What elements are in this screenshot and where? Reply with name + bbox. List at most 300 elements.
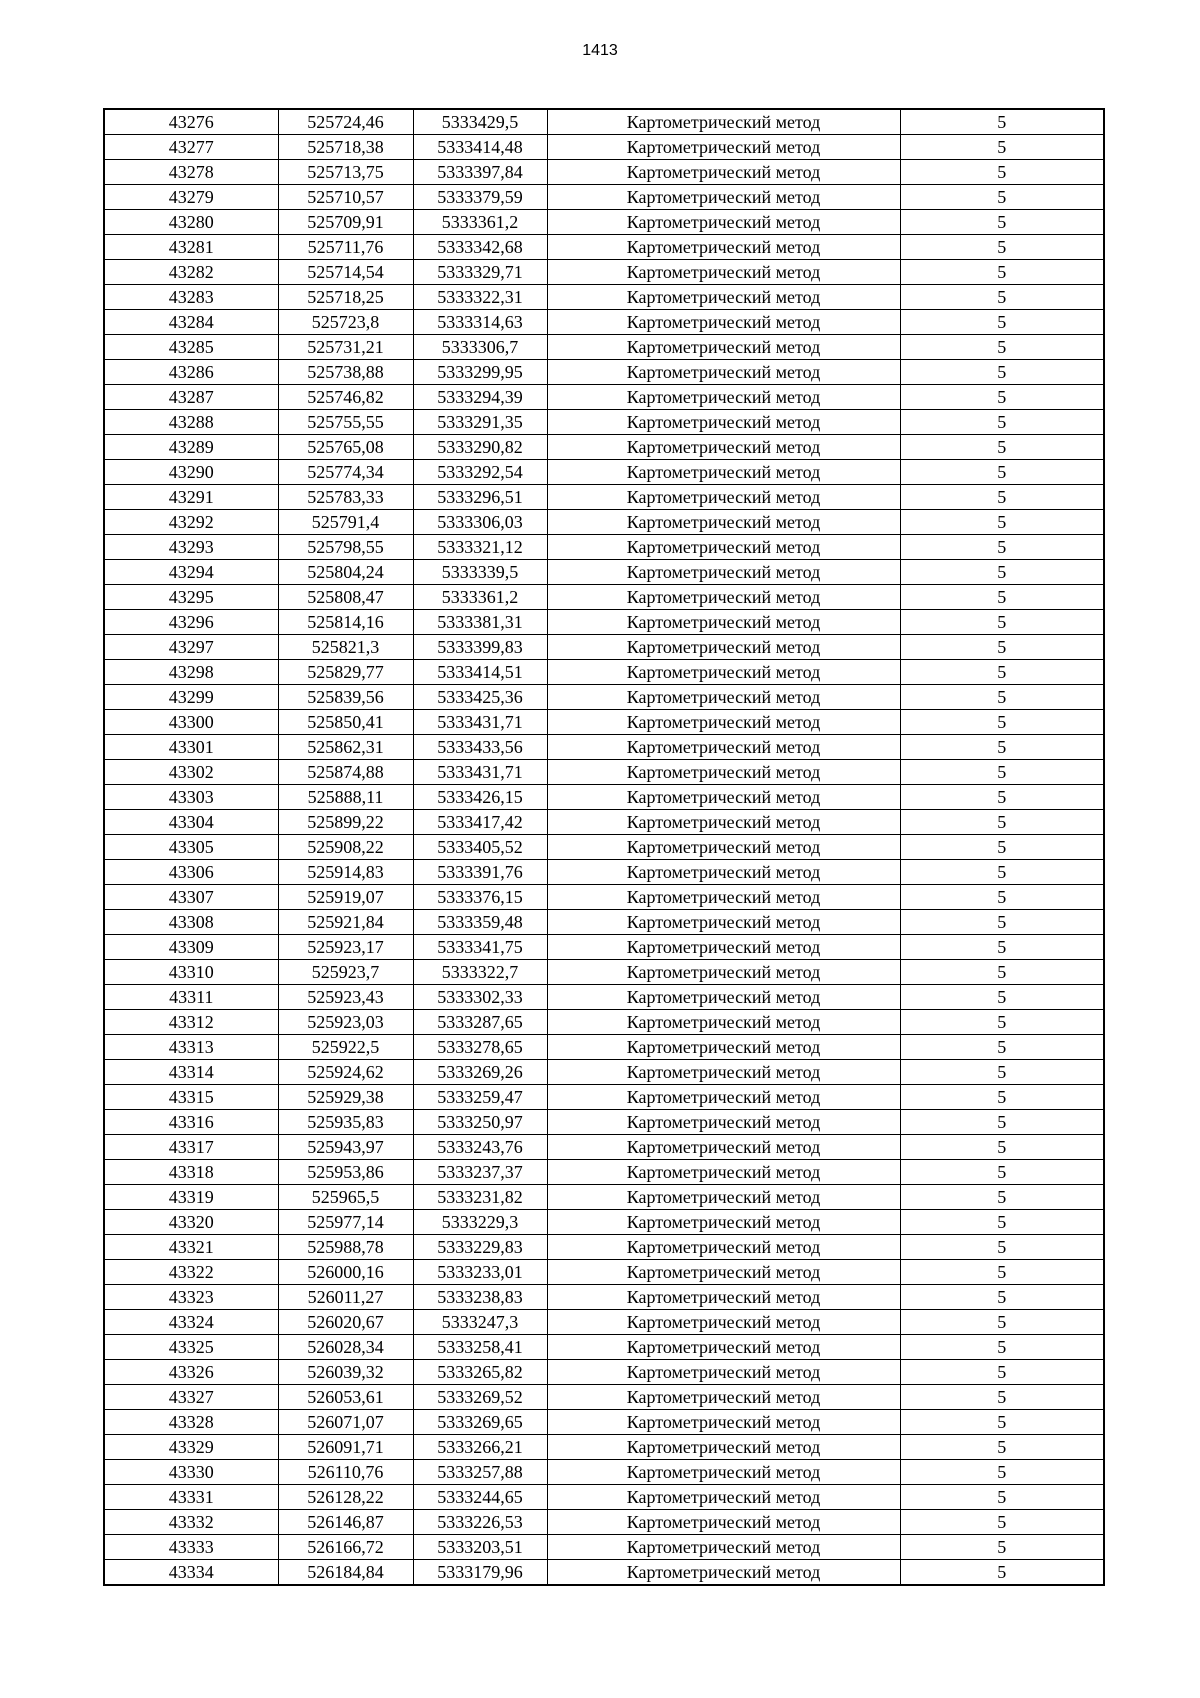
table-row — [104, 235, 1104, 260]
x-coordinate-cell: 526166,72 — [278, 1535, 413, 1560]
x-coordinate-cell: 526053,61 — [278, 1385, 413, 1410]
method-cell: Картометрический метод — [547, 710, 900, 735]
table-row — [104, 535, 1104, 560]
accuracy-cell: 5 — [900, 1385, 1104, 1410]
point-number-cell: 43321 — [104, 1235, 278, 1260]
accuracy-cell: 5 — [900, 1460, 1104, 1485]
x-coordinate-cell: 525765,08 — [278, 435, 413, 460]
point-number-cell: 43312 — [104, 1010, 278, 1035]
table-row — [104, 510, 1104, 535]
y-coordinate-cell: 5333306,03 — [413, 510, 547, 535]
point-number-cell: 43307 — [104, 885, 278, 910]
table-row — [104, 560, 1104, 585]
x-coordinate-cell: 525731,21 — [278, 335, 413, 360]
accuracy-cell: 5 — [900, 1310, 1104, 1335]
point-number-cell: 43292 — [104, 510, 278, 535]
table-body — [104, 109, 1104, 1585]
accuracy-cell: 5 — [900, 410, 1104, 435]
accuracy-cell: 5 — [900, 560, 1104, 585]
y-coordinate-cell: 5333226,53 — [413, 1510, 547, 1535]
method-cell: Картометрический метод — [547, 1210, 900, 1235]
method-cell: Картометрический метод — [547, 1485, 900, 1510]
y-coordinate-cell: 5333391,76 — [413, 860, 547, 885]
y-coordinate-cell: 5333265,82 — [413, 1360, 547, 1385]
point-number-cell: 43333 — [104, 1535, 278, 1560]
point-number-cell: 43277 — [104, 135, 278, 160]
y-coordinate-cell: 5333231,82 — [413, 1185, 547, 1210]
accuracy-cell: 5 — [900, 285, 1104, 310]
method-cell: Картометрический метод — [547, 485, 900, 510]
method-cell: Картометрический метод — [547, 1010, 900, 1035]
accuracy-cell: 5 — [900, 1035, 1104, 1060]
y-coordinate-cell: 5333294,39 — [413, 385, 547, 410]
point-number-cell: 43320 — [104, 1210, 278, 1235]
point-number-cell: 43308 — [104, 910, 278, 935]
point-number-cell: 43304 — [104, 810, 278, 835]
table-row — [104, 410, 1104, 435]
table-row — [104, 835, 1104, 860]
table-row — [104, 1535, 1104, 1560]
method-cell: Картометрический метод — [547, 610, 900, 635]
x-coordinate-cell: 525888,11 — [278, 785, 413, 810]
y-coordinate-cell: 5333426,15 — [413, 785, 547, 810]
accuracy-cell: 5 — [900, 1335, 1104, 1360]
point-number-cell: 43297 — [104, 635, 278, 660]
method-cell: Картометрический метод — [547, 835, 900, 860]
y-coordinate-cell: 5333291,35 — [413, 410, 547, 435]
y-coordinate-cell: 5333341,75 — [413, 935, 547, 960]
point-number-cell: 43317 — [104, 1135, 278, 1160]
y-coordinate-cell: 5333257,88 — [413, 1460, 547, 1485]
method-cell: Картометрический метод — [547, 1035, 900, 1060]
table-row — [104, 1460, 1104, 1485]
accuracy-cell: 5 — [900, 635, 1104, 660]
table-row — [104, 210, 1104, 235]
x-coordinate-cell: 526110,76 — [278, 1460, 413, 1485]
accuracy-cell: 5 — [900, 385, 1104, 410]
table-row — [104, 885, 1104, 910]
y-coordinate-cell: 5333321,12 — [413, 535, 547, 560]
method-cell: Картометрический метод — [547, 109, 900, 135]
accuracy-cell: 5 — [900, 810, 1104, 835]
accuracy-cell: 5 — [900, 910, 1104, 935]
method-cell: Картометрический метод — [547, 1260, 900, 1285]
y-coordinate-cell: 5333414,51 — [413, 660, 547, 685]
x-coordinate-cell: 525710,57 — [278, 185, 413, 210]
table-row — [104, 109, 1104, 135]
accuracy-cell: 5 — [900, 1260, 1104, 1285]
method-cell: Картометрический метод — [547, 1310, 900, 1335]
method-cell: Картометрический метод — [547, 1385, 900, 1410]
x-coordinate-cell: 525921,84 — [278, 910, 413, 935]
accuracy-cell: 5 — [900, 1235, 1104, 1260]
accuracy-cell: 5 — [900, 1010, 1104, 1035]
method-cell: Картометрический метод — [547, 1160, 900, 1185]
y-coordinate-cell: 5333376,15 — [413, 885, 547, 910]
table-row — [104, 1560, 1104, 1586]
method-cell: Картометрический метод — [547, 1360, 900, 1385]
x-coordinate-cell: 526146,87 — [278, 1510, 413, 1535]
accuracy-cell: 5 — [900, 260, 1104, 285]
accuracy-cell: 5 — [900, 1135, 1104, 1160]
accuracy-cell: 5 — [900, 860, 1104, 885]
accuracy-cell: 5 — [900, 535, 1104, 560]
table-row — [104, 860, 1104, 885]
accuracy-cell: 5 — [900, 1185, 1104, 1210]
x-coordinate-cell: 525723,8 — [278, 310, 413, 335]
table-row — [104, 960, 1104, 985]
page-number: 1413 — [582, 42, 618, 59]
point-number-cell: 43311 — [104, 985, 278, 1010]
x-coordinate-cell: 525718,25 — [278, 285, 413, 310]
table-row — [104, 1060, 1104, 1085]
point-number-cell: 43281 — [104, 235, 278, 260]
x-coordinate-cell: 525746,82 — [278, 385, 413, 410]
point-number-cell: 43290 — [104, 460, 278, 485]
method-cell: Картометрический метод — [547, 735, 900, 760]
y-coordinate-cell: 5333361,2 — [413, 210, 547, 235]
table-row — [104, 935, 1104, 960]
x-coordinate-cell: 525919,07 — [278, 885, 413, 910]
y-coordinate-cell: 5333329,71 — [413, 260, 547, 285]
table-row — [104, 585, 1104, 610]
accuracy-cell: 5 — [900, 710, 1104, 735]
method-cell: Картометрический метод — [547, 860, 900, 885]
table-row — [104, 1085, 1104, 1110]
point-number-cell: 43286 — [104, 360, 278, 385]
table-row — [104, 1110, 1104, 1135]
table-row — [104, 360, 1104, 385]
method-cell: Картометрический метод — [547, 785, 900, 810]
point-number-cell: 43280 — [104, 210, 278, 235]
table-row — [104, 1010, 1104, 1035]
point-number-cell: 43326 — [104, 1360, 278, 1385]
table-row — [104, 635, 1104, 660]
y-coordinate-cell: 5333290,82 — [413, 435, 547, 460]
y-coordinate-cell: 5333247,3 — [413, 1310, 547, 1335]
accuracy-cell: 5 — [900, 485, 1104, 510]
table-row — [104, 185, 1104, 210]
x-coordinate-cell: 525709,91 — [278, 210, 413, 235]
y-coordinate-cell: 5333431,71 — [413, 760, 547, 785]
y-coordinate-cell: 5333238,83 — [413, 1285, 547, 1310]
point-number-cell: 43295 — [104, 585, 278, 610]
accuracy-cell: 5 — [900, 160, 1104, 185]
table-row — [104, 760, 1104, 785]
accuracy-cell: 5 — [900, 1210, 1104, 1235]
method-cell: Картометрический метод — [547, 660, 900, 685]
method-cell: Картометрический метод — [547, 885, 900, 910]
x-coordinate-cell: 525943,97 — [278, 1135, 413, 1160]
method-cell: Картометрический метод — [547, 360, 900, 385]
x-coordinate-cell: 526020,67 — [278, 1310, 413, 1335]
accuracy-cell: 5 — [900, 135, 1104, 160]
y-coordinate-cell: 5333278,65 — [413, 1035, 547, 1060]
x-coordinate-cell: 525953,86 — [278, 1160, 413, 1185]
y-coordinate-cell: 5333269,52 — [413, 1385, 547, 1410]
x-coordinate-cell: 526071,07 — [278, 1410, 413, 1435]
y-coordinate-cell: 5333405,52 — [413, 835, 547, 860]
point-number-cell: 43314 — [104, 1060, 278, 1085]
table-row — [104, 1310, 1104, 1335]
method-cell: Картометрический метод — [547, 160, 900, 185]
table-row — [104, 1285, 1104, 1310]
y-coordinate-cell: 5333258,41 — [413, 1335, 547, 1360]
point-number-cell: 43300 — [104, 710, 278, 735]
x-coordinate-cell: 526011,27 — [278, 1285, 413, 1310]
accuracy-cell: 5 — [900, 735, 1104, 760]
table-row — [104, 1485, 1104, 1510]
accuracy-cell: 5 — [900, 1060, 1104, 1085]
accuracy-cell: 5 — [900, 360, 1104, 385]
point-number-cell: 43278 — [104, 160, 278, 185]
point-number-cell: 43296 — [104, 610, 278, 635]
method-cell: Картометрический метод — [547, 1335, 900, 1360]
method-cell: Картометрический метод — [547, 1410, 900, 1435]
point-number-cell: 43287 — [104, 385, 278, 410]
point-number-cell: 43285 — [104, 335, 278, 360]
table-row — [104, 810, 1104, 835]
table-row — [104, 1510, 1104, 1535]
accuracy-cell: 5 — [900, 1160, 1104, 1185]
point-number-cell: 43301 — [104, 735, 278, 760]
method-cell: Картометрический метод — [547, 1135, 900, 1160]
accuracy-cell: 5 — [900, 109, 1104, 135]
x-coordinate-cell: 525922,5 — [278, 1035, 413, 1060]
table-row — [104, 1210, 1104, 1235]
x-coordinate-cell: 525711,76 — [278, 235, 413, 260]
point-number-cell: 43316 — [104, 1110, 278, 1135]
method-cell: Картометрический метод — [547, 535, 900, 560]
method-cell: Картометрический метод — [547, 335, 900, 360]
x-coordinate-cell: 525829,77 — [278, 660, 413, 685]
x-coordinate-cell: 526091,71 — [278, 1435, 413, 1460]
point-number-cell: 43329 — [104, 1435, 278, 1460]
y-coordinate-cell: 5333342,68 — [413, 235, 547, 260]
method-cell: Картометрический метод — [547, 810, 900, 835]
x-coordinate-cell: 525988,78 — [278, 1235, 413, 1260]
x-coordinate-cell: 525798,55 — [278, 535, 413, 560]
x-coordinate-cell: 525862,31 — [278, 735, 413, 760]
y-coordinate-cell: 5333269,65 — [413, 1410, 547, 1435]
point-number-cell: 43306 — [104, 860, 278, 885]
method-cell: Картометрический метод — [547, 1185, 900, 1210]
y-coordinate-cell: 5333379,59 — [413, 185, 547, 210]
point-number-cell: 43282 — [104, 260, 278, 285]
accuracy-cell: 5 — [900, 610, 1104, 635]
accuracy-cell: 5 — [900, 1085, 1104, 1110]
table-row — [104, 135, 1104, 160]
method-cell: Картометрический метод — [547, 1535, 900, 1560]
y-coordinate-cell: 5333429,5 — [413, 109, 547, 135]
point-number-cell: 43319 — [104, 1185, 278, 1210]
table-row — [104, 685, 1104, 710]
x-coordinate-cell: 525965,5 — [278, 1185, 413, 1210]
method-cell: Картометрический метод — [547, 1560, 900, 1586]
x-coordinate-cell: 525923,17 — [278, 935, 413, 960]
y-coordinate-cell: 5333359,48 — [413, 910, 547, 935]
accuracy-cell: 5 — [900, 885, 1104, 910]
method-cell: Картометрический метод — [547, 435, 900, 460]
y-coordinate-cell: 5333361,2 — [413, 585, 547, 610]
x-coordinate-cell: 525839,56 — [278, 685, 413, 710]
method-cell: Картометрический метод — [547, 310, 900, 335]
table-row — [104, 610, 1104, 635]
accuracy-cell: 5 — [900, 660, 1104, 685]
x-coordinate-cell: 525935,83 — [278, 1110, 413, 1135]
table-row — [104, 1385, 1104, 1410]
point-number-cell: 43302 — [104, 760, 278, 785]
x-coordinate-cell: 525924,62 — [278, 1060, 413, 1085]
y-coordinate-cell: 5333243,76 — [413, 1135, 547, 1160]
accuracy-cell: 5 — [900, 960, 1104, 985]
method-cell: Картометрический метод — [547, 560, 900, 585]
accuracy-cell: 5 — [900, 185, 1104, 210]
y-coordinate-cell: 5333381,31 — [413, 610, 547, 635]
table-row — [104, 260, 1104, 285]
x-coordinate-cell: 526000,16 — [278, 1260, 413, 1285]
accuracy-cell: 5 — [900, 1410, 1104, 1435]
point-number-cell: 43279 — [104, 185, 278, 210]
accuracy-cell: 5 — [900, 210, 1104, 235]
point-number-cell: 43303 — [104, 785, 278, 810]
accuracy-cell: 5 — [900, 1485, 1104, 1510]
table-row — [104, 1410, 1104, 1435]
point-number-cell: 43315 — [104, 1085, 278, 1110]
y-coordinate-cell: 5333287,65 — [413, 1010, 547, 1035]
y-coordinate-cell: 5333399,83 — [413, 635, 547, 660]
y-coordinate-cell: 5333237,37 — [413, 1160, 547, 1185]
table-row — [104, 1260, 1104, 1285]
x-coordinate-cell: 525804,24 — [278, 560, 413, 585]
accuracy-cell: 5 — [900, 935, 1104, 960]
x-coordinate-cell: 525791,4 — [278, 510, 413, 535]
point-number-cell: 43299 — [104, 685, 278, 710]
accuracy-cell: 5 — [900, 510, 1104, 535]
y-coordinate-cell: 5333229,83 — [413, 1235, 547, 1260]
coordinates-table — [103, 108, 1105, 1586]
x-coordinate-cell: 525899,22 — [278, 810, 413, 835]
table-row — [104, 1360, 1104, 1385]
x-coordinate-cell: 525923,03 — [278, 1010, 413, 1035]
point-number-cell: 43328 — [104, 1410, 278, 1435]
x-coordinate-cell: 525923,43 — [278, 985, 413, 1010]
table-row — [104, 710, 1104, 735]
y-coordinate-cell: 5333431,71 — [413, 710, 547, 735]
method-cell: Картометрический метод — [547, 1460, 900, 1485]
x-coordinate-cell: 525814,16 — [278, 610, 413, 635]
x-coordinate-cell: 525738,88 — [278, 360, 413, 385]
accuracy-cell: 5 — [900, 310, 1104, 335]
accuracy-cell: 5 — [900, 1510, 1104, 1535]
x-coordinate-cell: 526128,22 — [278, 1485, 413, 1510]
y-coordinate-cell: 5333322,31 — [413, 285, 547, 310]
method-cell: Картометрический метод — [547, 960, 900, 985]
table-row — [104, 1135, 1104, 1160]
x-coordinate-cell: 525821,3 — [278, 635, 413, 660]
method-cell: Картометрический метод — [547, 910, 900, 935]
accuracy-cell: 5 — [900, 1360, 1104, 1385]
point-number-cell: 43323 — [104, 1285, 278, 1310]
x-coordinate-cell: 525929,38 — [278, 1085, 413, 1110]
point-number-cell: 43310 — [104, 960, 278, 985]
x-coordinate-cell: 525923,7 — [278, 960, 413, 985]
method-cell: Картометрический метод — [547, 385, 900, 410]
table-row — [104, 785, 1104, 810]
method-cell: Картометрический метод — [547, 410, 900, 435]
method-cell: Картометрический метод — [547, 235, 900, 260]
y-coordinate-cell: 5333269,26 — [413, 1060, 547, 1085]
point-number-cell: 43298 — [104, 660, 278, 685]
x-coordinate-cell: 525713,75 — [278, 160, 413, 185]
accuracy-cell: 5 — [900, 1110, 1104, 1135]
y-coordinate-cell: 5333266,21 — [413, 1435, 547, 1460]
point-number-cell: 43294 — [104, 560, 278, 585]
accuracy-cell: 5 — [900, 585, 1104, 610]
x-coordinate-cell: 525977,14 — [278, 1210, 413, 1235]
y-coordinate-cell: 5333306,7 — [413, 335, 547, 360]
table-row — [104, 1035, 1104, 1060]
table-row — [104, 1335, 1104, 1360]
point-number-cell: 43325 — [104, 1335, 278, 1360]
method-cell: Картометрический метод — [547, 635, 900, 660]
point-number-cell: 43324 — [104, 1310, 278, 1335]
table-row — [104, 985, 1104, 1010]
x-coordinate-cell: 525908,22 — [278, 835, 413, 860]
table-row — [104, 485, 1104, 510]
x-coordinate-cell: 525714,54 — [278, 260, 413, 285]
method-cell: Картометрический метод — [547, 510, 900, 535]
point-number-cell: 43318 — [104, 1160, 278, 1185]
y-coordinate-cell: 5333339,5 — [413, 560, 547, 585]
point-number-cell: 43289 — [104, 435, 278, 460]
y-coordinate-cell: 5333414,48 — [413, 135, 547, 160]
method-cell: Картометрический метод — [547, 935, 900, 960]
x-coordinate-cell: 525850,41 — [278, 710, 413, 735]
accuracy-cell: 5 — [900, 985, 1104, 1010]
method-cell: Картометрический метод — [547, 1435, 900, 1460]
x-coordinate-cell: 525783,33 — [278, 485, 413, 510]
method-cell: Картометрический метод — [547, 1285, 900, 1310]
table-row — [104, 1435, 1104, 1460]
x-coordinate-cell: 526039,32 — [278, 1360, 413, 1385]
point-number-cell: 43305 — [104, 835, 278, 860]
accuracy-cell: 5 — [900, 1435, 1104, 1460]
y-coordinate-cell: 5333425,36 — [413, 685, 547, 710]
y-coordinate-cell: 5333314,63 — [413, 310, 547, 335]
method-cell: Картометрический метод — [547, 685, 900, 710]
accuracy-cell: 5 — [900, 835, 1104, 860]
point-number-cell: 43309 — [104, 935, 278, 960]
y-coordinate-cell: 5333259,47 — [413, 1085, 547, 1110]
x-coordinate-cell: 525755,55 — [278, 410, 413, 435]
accuracy-cell: 5 — [900, 1535, 1104, 1560]
accuracy-cell: 5 — [900, 785, 1104, 810]
point-number-cell: 43288 — [104, 410, 278, 435]
x-coordinate-cell: 525808,47 — [278, 585, 413, 610]
accuracy-cell: 5 — [900, 1560, 1104, 1586]
accuracy-cell: 5 — [900, 435, 1104, 460]
accuracy-cell: 5 — [900, 685, 1104, 710]
table-row — [104, 335, 1104, 360]
method-cell: Картометрический метод — [547, 1510, 900, 1535]
accuracy-cell: 5 — [900, 1285, 1104, 1310]
table-row — [104, 160, 1104, 185]
method-cell: Картометрический метод — [547, 1085, 900, 1110]
method-cell: Картометрический метод — [547, 135, 900, 160]
table-row — [104, 385, 1104, 410]
y-coordinate-cell: 5333299,95 — [413, 360, 547, 385]
